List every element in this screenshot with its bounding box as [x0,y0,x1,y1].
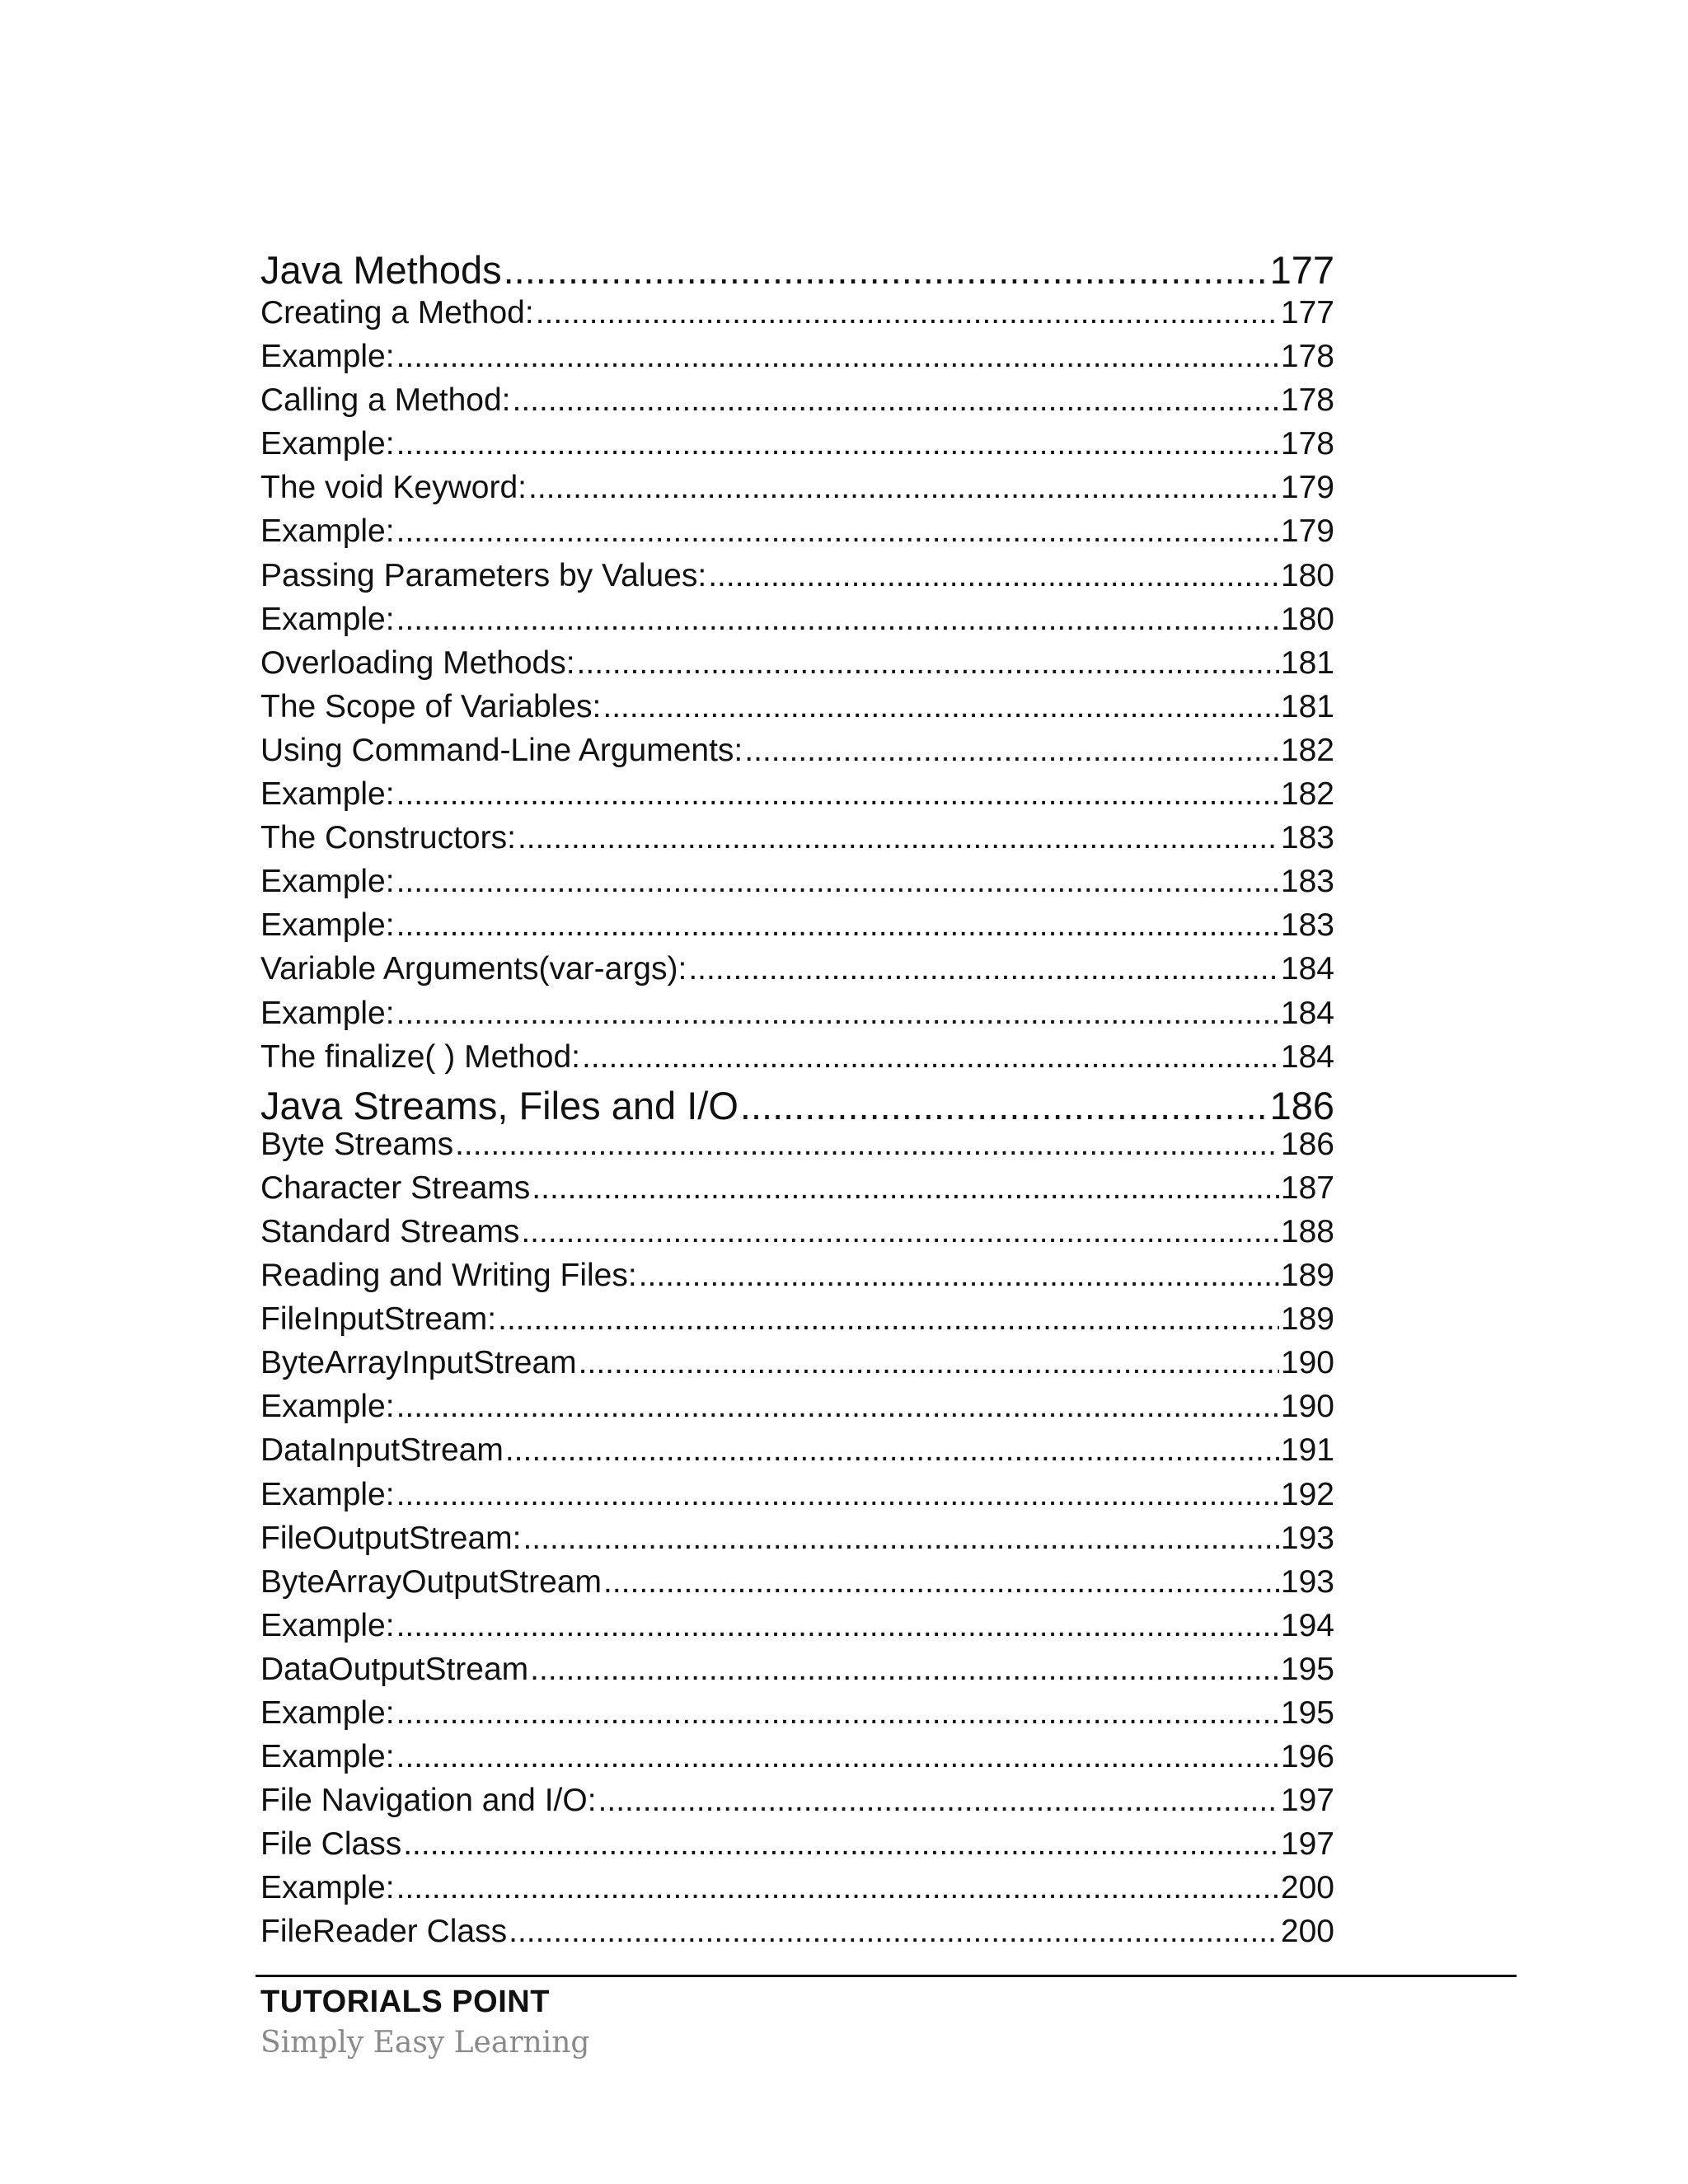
toc-entry-row[interactable] [260,1170,1334,1214]
toc-dot-leader [509,1914,1279,1950]
toc-chapter-row[interactable] [260,247,1334,295]
toc-dot-leader [639,1258,1279,1294]
toc-entry-row[interactable] [260,382,1334,426]
toc-page-number: 193 [1280,1520,1334,1556]
toc-page-number: 178 [1280,382,1334,419]
toc-entry-row[interactable] [260,645,1334,689]
toc-page-number: 191 [1280,1432,1334,1469]
toc-page-number: 183 [1280,864,1334,900]
toc-entry-title: Byte Streams [260,1126,454,1162]
toc-dot-leader [396,1695,1279,1732]
toc-dot-leader [528,470,1279,506]
footer-tagline: Simply Easy Learning [260,2026,590,2060]
toc-entry-title: Example: [260,1739,395,1775]
toc-dot-leader [523,1521,1278,1557]
toc-page-number: 192 [1280,1476,1334,1512]
toc-dot-leader [396,339,1279,375]
toc-entry-title: Example: [260,339,395,375]
toc-entry-title: The finalize( ) Method: [260,1038,581,1075]
toc-dot-leader [396,1477,1279,1513]
toc-entry-title: File Navigation and I/O: [260,1783,597,1819]
toc-entry-row[interactable] [260,1214,1334,1258]
toc-dot-leader [521,1214,1279,1250]
toc-dot-leader [396,1389,1279,1425]
toc-dot-leader [708,558,1279,594]
toc-entry-title: Example: [260,513,395,550]
toc-entry-row[interactable] [260,733,1334,776]
toc-page-number: 181 [1280,688,1334,724]
toc-dot-leader [688,951,1279,987]
toc-dot-leader [396,1739,1279,1775]
toc-dot-leader [505,1432,1279,1469]
toc-dot-leader [603,1564,1279,1601]
toc-entry-title: ByteArrayOutputStream [260,1563,602,1600]
toc-entry-row[interactable] [260,864,1334,907]
toc-entry-title: Example: [260,776,395,813]
toc-dot-leader [518,820,1279,856]
toc-entry-title: Example: [260,995,395,1031]
toc-entry-row[interactable] [260,1652,1334,1695]
toc-page-number: 177 [1280,295,1334,330]
toc-entry-title: Creating a Method: [260,295,534,330]
toc-entry-row[interactable] [260,1301,1334,1345]
toc-page-number: 189 [1280,1301,1334,1338]
toc-entry-row[interactable] [260,776,1334,820]
toc-dot-leader [740,1083,1268,1127]
toc-entry-title: Example: [260,1389,395,1425]
toc-dot-leader [530,1652,1279,1688]
toc-page-number: 186 [1269,1083,1334,1127]
toc-entry-title: FileInputStream: [260,1301,497,1338]
toc-entry-title: Example: [260,907,395,944]
toc-page-number: 183 [1280,907,1334,944]
toc-entry-title: DataOutputStream [260,1651,529,1687]
toc-page-number: 194 [1280,1607,1334,1643]
toc-dot-leader [396,996,1279,1032]
toc-page-number: 179 [1280,470,1334,506]
toc-entry-row[interactable] [260,1826,1334,1870]
toc-entry-row[interactable] [260,1521,1334,1564]
toc-page-number: 181 [1280,644,1334,681]
toc-page-number: 182 [1280,732,1334,768]
toc-page-number: 184 [1280,1038,1334,1075]
toc-entry-row[interactable] [260,1477,1334,1521]
toc-entry-row[interactable] [260,951,1334,995]
toc-page-number: 186 [1280,1126,1334,1162]
toc-page-number: 190 [1280,1389,1334,1425]
toc-page-number: 178 [1280,426,1334,462]
toc-page-number: 189 [1280,1258,1334,1294]
toc-dot-leader [396,907,1279,944]
toc-entry-row[interactable] [260,1258,1334,1301]
toc-entry-title: Example: [260,1476,395,1512]
toc-entry-title: FileReader Class [260,1914,508,1950]
toc-entry-row[interactable] [260,1345,1334,1389]
toc-page-number: 195 [1280,1695,1334,1731]
toc-page-number: 197 [1280,1826,1334,1863]
toc-entry-title: The void Keyword: [260,470,527,506]
footer-brand: TUTORIALS POINT [260,1985,550,2019]
toc-entry-row[interactable] [260,558,1334,602]
toc-dot-leader [744,733,1279,769]
toc-dot-leader [455,1127,1279,1163]
toc-entry-title: ByteArrayInputStream [260,1345,577,1381]
footer-divider [256,1975,1517,1977]
toc-entry-title: FileOutputStream: [260,1520,522,1556]
table-of-contents [260,247,1334,1958]
toc-entry-title: The Scope of Variables: [260,688,602,724]
toc-page-number: 180 [1280,557,1334,593]
toc-dot-leader [598,1783,1279,1819]
toc-entry-row[interactable] [260,1608,1334,1652]
toc-dot-leader [579,1345,1279,1381]
toc-dot-leader [504,247,1268,293]
toc-entry-row[interactable] [260,602,1334,645]
toc-dot-leader [396,513,1279,550]
toc-entry-title: DataInputStream [260,1432,504,1469]
toc-entry-row[interactable] [260,689,1334,733]
toc-entry-row[interactable] [260,907,1334,951]
toc-dot-leader [498,1301,1279,1338]
toc-dot-leader [536,295,1279,331]
toc-page-number: 183 [1280,820,1334,856]
toc-page-number: 190 [1280,1345,1334,1381]
toc-entry-title: Java Methods [260,248,502,292]
toc-entry-row[interactable] [260,470,1334,513]
toc-entry-row[interactable] [260,820,1334,864]
toc-page-number: 187 [1280,1169,1334,1206]
toc-entry-title: Variable Arguments(var-args): [260,951,687,987]
toc-entry-title: Character Streams [260,1169,531,1206]
toc-dot-leader [513,382,1279,419]
toc-entry-row[interactable] [260,1914,1334,1957]
toc-dot-leader [577,645,1279,682]
toc-dot-leader [396,776,1279,813]
toc-dot-leader [396,426,1279,462]
toc-entry-row[interactable] [260,1389,1334,1432]
toc-entry-title: Reading and Writing Files: [260,1258,637,1294]
toc-entry-row[interactable] [260,513,1334,557]
toc-entry-title: File Class [260,1826,402,1863]
toc-entry-row[interactable] [260,1695,1334,1739]
toc-entry-title: Passing Parameters by Values: [260,557,707,593]
toc-entry-title: Example: [260,1870,395,1906]
toc-dot-leader [532,1170,1279,1207]
toc-entry-row[interactable] [260,996,1334,1039]
toc-page-number: 184 [1280,995,1334,1031]
toc-entry-row[interactable] [260,339,1334,382]
toc-dot-leader [396,1608,1279,1644]
toc-entry-row[interactable] [260,1783,1334,1826]
toc-entry-row[interactable] [260,1564,1334,1608]
toc-dot-leader [403,1826,1279,1863]
toc-entry-title: Example: [260,426,395,462]
toc-entry-title: Java Streams, Files and I/O [260,1083,738,1127]
toc-page-number: 184 [1280,951,1334,987]
toc-page-number: 200 [1280,1870,1334,1906]
toc-entry-title: Overloading Methods: [260,644,575,681]
toc-entry-title: Standard Streams [260,1213,520,1249]
toc-page-number: 188 [1280,1213,1334,1249]
toc-page-number: 182 [1280,776,1334,813]
toc-entry-title: The Constructors: [260,820,516,856]
toc-page-number: 196 [1280,1739,1334,1775]
toc-page-number: 177 [1269,248,1334,292]
toc-entry-row[interactable] [260,1432,1334,1476]
toc-entry-row[interactable] [260,426,1334,470]
toc-entry-row[interactable] [260,295,1334,339]
toc-entry-title: Example: [260,1695,395,1731]
toc-entry-row[interactable] [260,1870,1334,1914]
toc-entry-row[interactable] [260,1739,1334,1783]
toc-entry-title: Using Command-Line Arguments: [260,732,743,768]
toc-entry-title: Example: [260,601,395,637]
toc-page-number: 178 [1280,339,1334,375]
toc-dot-leader [582,1039,1279,1076]
toc-dot-leader [396,602,1279,638]
toc-dot-leader [396,1870,1279,1906]
toc-entry-row[interactable] [260,1127,1334,1170]
toc-entry-row[interactable] [260,1039,1334,1083]
toc-page-number: 179 [1280,513,1334,550]
toc-page-number: 195 [1280,1651,1334,1687]
toc-entry-title: Example: [260,864,395,900]
toc-entry-title: Calling a Method: [260,382,511,419]
toc-dot-leader [603,689,1279,725]
toc-chapter-row[interactable] [260,1083,1334,1127]
toc-page-number: 193 [1280,1563,1334,1600]
toc-dot-leader [396,864,1279,900]
toc-entry-title: Example: [260,1607,395,1643]
toc-page-number: 200 [1280,1914,1334,1950]
toc-page-number: 180 [1280,601,1334,637]
toc-page-number: 197 [1280,1783,1334,1819]
